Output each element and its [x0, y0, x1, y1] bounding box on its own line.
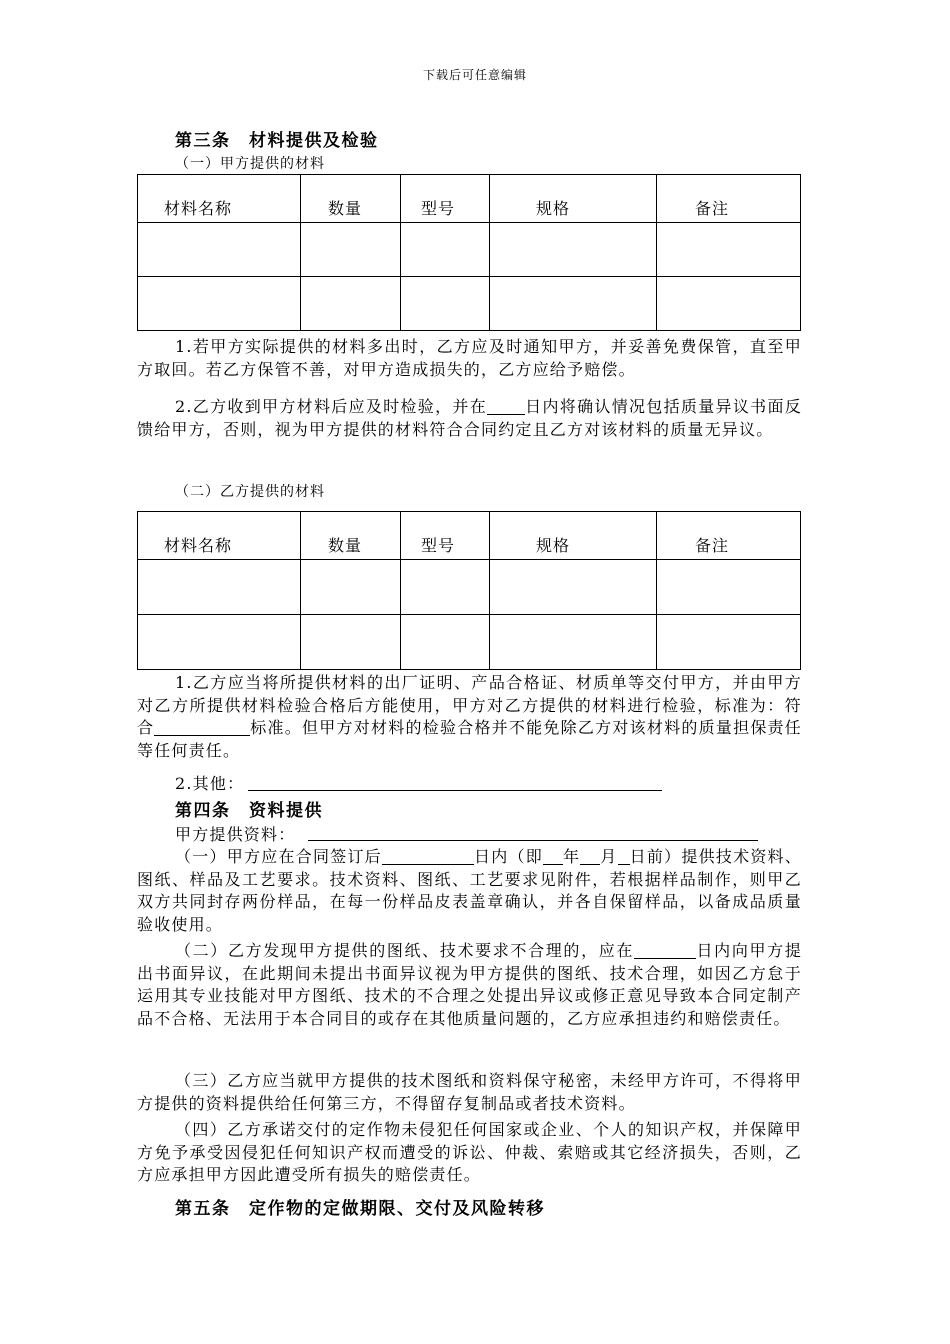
party-b-clause-2: 2.其他： — [175, 774, 245, 793]
blank-standard[interactable] — [154, 718, 250, 736]
art4-clause-1: （一）甲方应在合同签订后 日内（即 年 月 日前）提供技术资料、图纸、样品及工艺要求。技术资料、图纸、工艺要求见附件，若根据样品制作，则甲乙双方共同封存两份样品，在每一份样品皮表盖章确认，并各自保留样品，以备成品质量验收使用。 — [137, 847, 803, 934]
section-party-a-materials: （一）甲方提供的材料 — [175, 156, 325, 172]
blank-days[interactable] — [487, 397, 525, 415]
col-model: 型号 — [401, 512, 490, 560]
section-party-b-materials: （二）乙方提供的材料 — [175, 484, 325, 500]
col-remarks: 备注 — [657, 175, 801, 223]
blank-year[interactable] — [543, 847, 563, 865]
table-row — [138, 615, 801, 670]
col-spec: 规格 — [490, 512, 657, 560]
party-a-materials-label: 甲方提供资料： — [175, 825, 296, 844]
page-header: 下载后可任意编辑 — [422, 68, 527, 82]
col-model: 型号 — [401, 175, 490, 223]
article-5-title: 第五条 定作物的定做期限、交付及风险转移 — [175, 1199, 545, 1219]
article-3-title: 第三条 材料提供及检验 — [175, 131, 379, 151]
col-quantity: 数量 — [301, 175, 401, 223]
blank-month[interactable] — [580, 847, 600, 865]
col-material-name: 材料名称 — [138, 175, 301, 223]
col-spec: 规格 — [490, 175, 657, 223]
table-row — [138, 560, 801, 615]
party-a-clause-2: 2.乙方收到甲方材料后应及时检验，并在 日内将确认情况包括质量异议书面反馈给甲方，否则，视为甲方提供的材料符合合同约定且乙方对该材料的质量无异议。 — [137, 397, 802, 439]
party-a-materials-table — [137, 174, 801, 331]
col-quantity: 数量 — [301, 512, 401, 560]
party-b-materials-table — [137, 511, 801, 670]
blank-days[interactable] — [382, 847, 474, 865]
table-row — [138, 277, 801, 331]
blank-other[interactable] — [248, 790, 662, 791]
blank-party-a-materials[interactable] — [308, 840, 758, 841]
blank-days[interactable] — [634, 941, 696, 959]
art4-clause-2: （二）乙方发现甲方提供的图纸、技术要求不合理的，应在 日内向甲方提出书面异议，在此期间未提出书面异议视为甲方提供的图纸、技术合理，如因乙方怠于运用其专业技能对甲方图纸、技术的不合理之处提出异议或修正意见导致本合同定制产品不合格、无法用于本合同目的或存在其他质量问题的，乙方应承担违约和赔偿责任。 — [137, 941, 802, 1028]
art4-clause-3: （三）乙方应当就甲方提供的技术图纸和资料保守秘密，未经甲方许可，不得将甲方提供的资料提供给任何第三方，不得留存复制品或者技术资料。 — [137, 1071, 802, 1113]
party-a-clause-1: 1.若甲方实际提供的材料多出时，乙方应及时通知甲方，并妥善免费保管，直至甲方取回。若乙方保管不善，对甲方造成损失的，乙方应给予赔偿。 — [137, 337, 802, 379]
table-row — [138, 223, 801, 277]
col-material-name: 材料名称 — [138, 512, 301, 560]
col-remarks: 备注 — [657, 512, 801, 560]
party-b-clause-1: 1.乙方应当将所提供材料的出厂证明、产品合格证、材质单等交付甲方，并由甲方对乙方所提供材料检验合格后方能使用，甲方对乙方提供的材料进行检验，标准为：符合 标准。但甲方对材料的检验合格并不能免除乙方对该材料的质量担保责任等任何责任。 — [137, 673, 802, 760]
article-4-title: 第四条 资料提供 — [175, 801, 323, 821]
art4-clause-4: （四）乙方承诺交付的定作物未侵犯任何国家或企业、个人的知识产权，并保障甲方免予承受因侵犯任何知识产权而遭受的诉讼、仲裁、索赔或其它经济损失，否则，乙方应承担甲方因此遭受所有损失的赔偿责任。 — [137, 1120, 802, 1184]
blank-day[interactable] — [618, 847, 630, 865]
